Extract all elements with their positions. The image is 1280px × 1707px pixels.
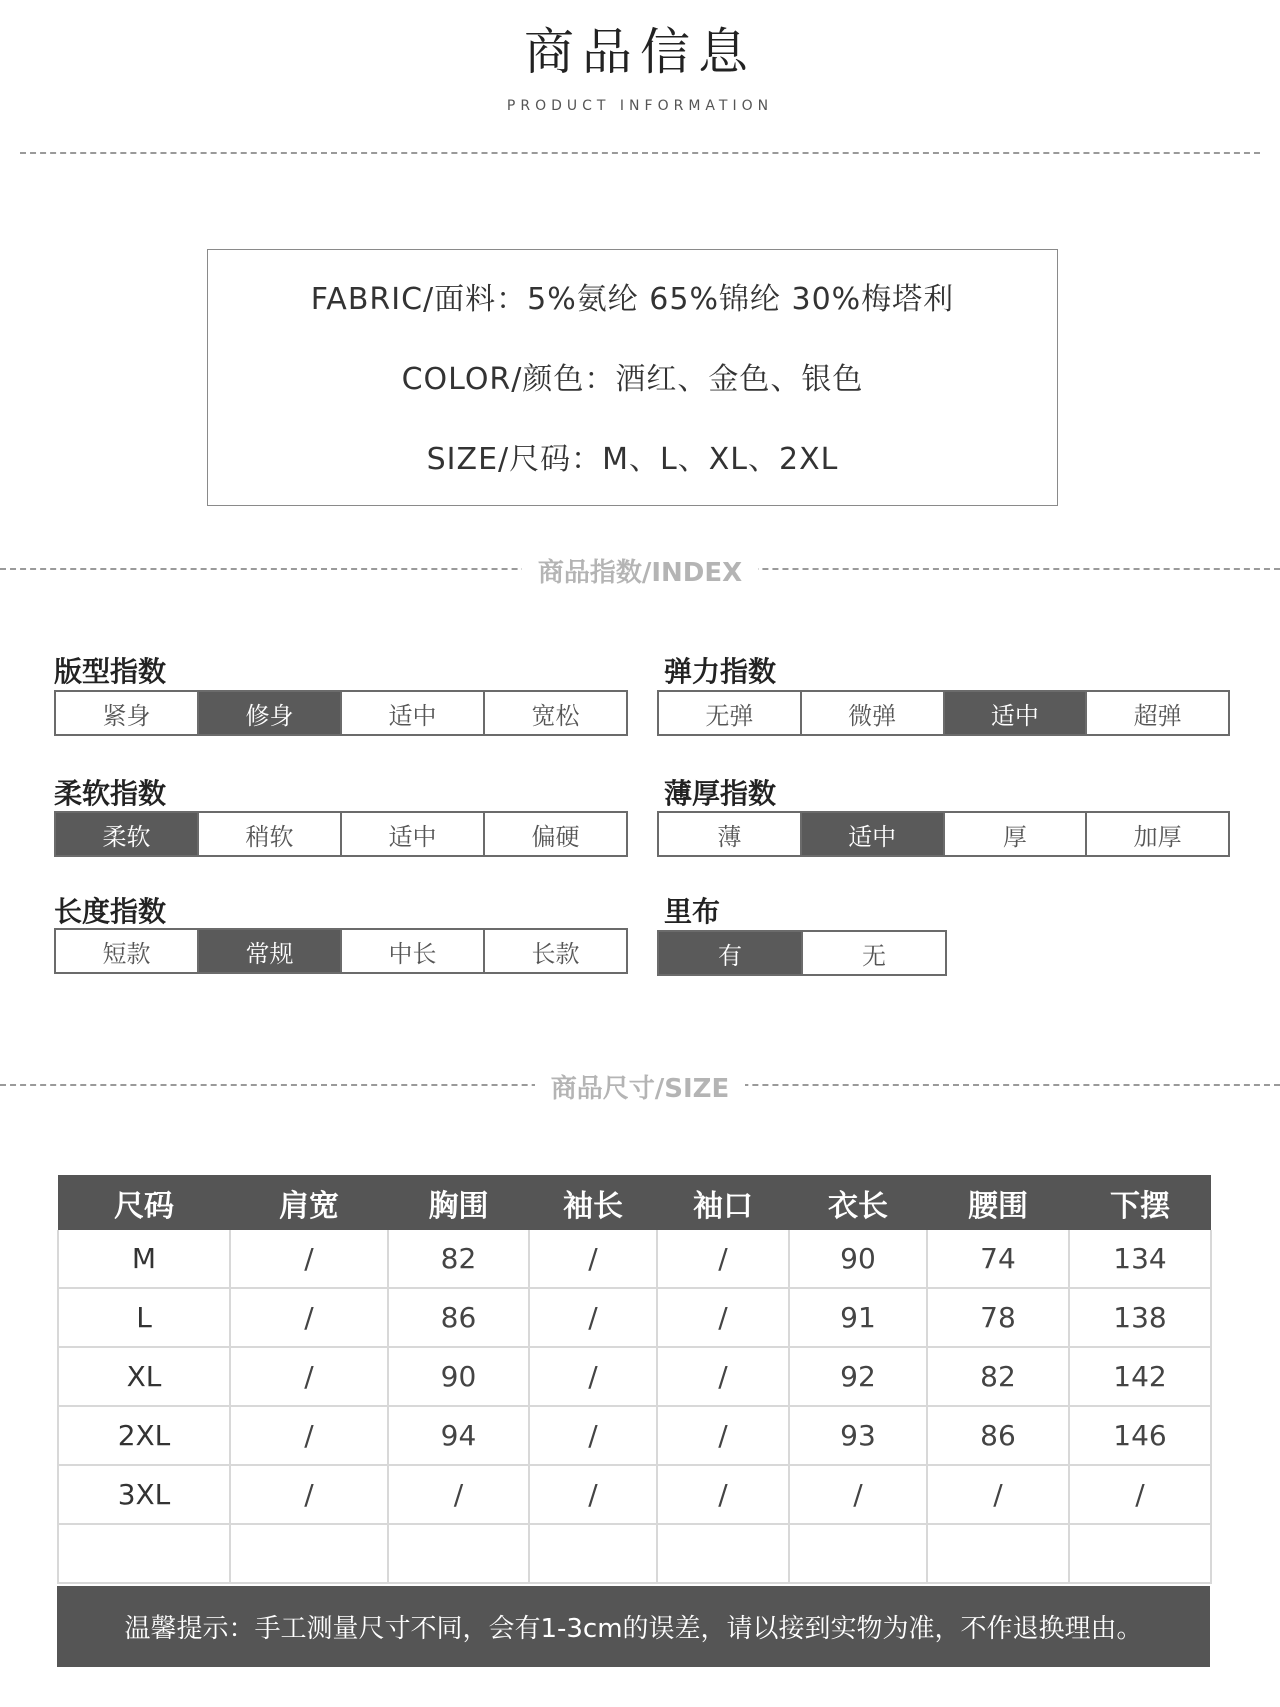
table-cell: 92 [789, 1347, 927, 1406]
size-table-header [58, 1175, 1211, 1230]
size-table-header-cell: 衣长 [789, 1175, 927, 1230]
size-table-header-cell: 尺码 [58, 1175, 230, 1230]
table-cell: 134 [1069, 1230, 1211, 1288]
index-option: 中长 [342, 930, 485, 972]
table-cell: / [657, 1465, 789, 1524]
table-cell: XL [58, 1347, 230, 1406]
table-cell: 91 [789, 1288, 927, 1347]
table-cell: / [388, 1465, 529, 1524]
index-label-softness: 柔软指数 [54, 777, 167, 810]
index-option: 无 [862, 941, 886, 970]
table-cell: / [529, 1347, 657, 1406]
color-line: COLOR/颜色：酒红、金色、银色 [401, 362, 864, 397]
page-title: 商品信息 [524, 23, 756, 81]
table-cell: / [657, 1288, 789, 1347]
index-option: 适中 [342, 813, 485, 855]
table-cell: / [657, 1347, 789, 1406]
table-row [58, 1406, 1211, 1465]
index-option: 紧身 [56, 692, 199, 734]
table-cell: 146 [1069, 1406, 1211, 1465]
index-section-title [0, 552, 1280, 589]
table-cell: 3XL [58, 1465, 230, 1524]
table-cell: M [58, 1230, 230, 1288]
table-cell: / [529, 1406, 657, 1465]
table-cell: 90 [388, 1347, 529, 1406]
index-label-length: 长度指数 [54, 895, 167, 928]
table-row [58, 1347, 1211, 1406]
table-cell: / [529, 1230, 657, 1288]
table-row [58, 1524, 1211, 1583]
index-option: 稍软 [199, 813, 342, 855]
page-subtitle: PRODUCT INFORMATION [506, 98, 774, 114]
index-option: 适中 [802, 813, 945, 855]
table-cell: / [529, 1465, 657, 1524]
table-cell: / [230, 1465, 388, 1524]
index-option: 柔软 [56, 813, 199, 855]
index-scale-lining [657, 930, 947, 976]
table-cell: 86 [927, 1406, 1069, 1465]
header-divider [20, 152, 1260, 154]
table-row [58, 1465, 1211, 1524]
table-cell: / [230, 1347, 388, 1406]
size-table-header-cell: 袖长 [529, 1175, 657, 1230]
table-cell: / [529, 1288, 657, 1347]
index-option: 薄 [659, 813, 802, 855]
fabric-line: FABRIC/面料：5%氨纶 65%锦纶 30%梅塔利 [310, 282, 955, 317]
index-scale-fit [54, 690, 628, 736]
size-line: SIZE/尺码：M、L、XL、2XL [426, 442, 839, 477]
size-table-header-cell: 胸围 [388, 1175, 529, 1230]
index-label-fit: 版型指数 [54, 655, 167, 688]
index-label-elasticity: 弹力指数 [664, 655, 777, 688]
table-cell: / [927, 1465, 1069, 1524]
size-section-title-text: 商品尺寸/SIZE [535, 1074, 746, 1104]
index-option: 超弹 [1133, 701, 1182, 730]
size-table-body [58, 1230, 1211, 1583]
index-label-thickness: 薄厚指数 [664, 777, 777, 810]
table-cell: / [230, 1288, 388, 1347]
size-section-title [0, 1068, 1280, 1105]
index-option: 无弹 [659, 692, 802, 734]
size-table-header-cell: 袖口 [657, 1175, 789, 1230]
index-option: 厚 [945, 813, 1088, 855]
size-table-header-cell: 下摆 [1069, 1175, 1211, 1230]
table-cell [529, 1524, 657, 1583]
table-cell [927, 1524, 1069, 1583]
table-cell: 78 [927, 1288, 1069, 1347]
table-cell: 82 [388, 1230, 529, 1288]
index-option: 短款 [56, 930, 199, 972]
size-table-header-cell: 腰围 [927, 1175, 1069, 1230]
table-cell: L [58, 1288, 230, 1347]
size-table [57, 1175, 1212, 1584]
table-cell: / [789, 1465, 927, 1524]
table-cell: 138 [1069, 1288, 1211, 1347]
index-scale-thickness [657, 811, 1230, 857]
table-cell [657, 1524, 789, 1583]
index-option: 修身 [199, 692, 342, 734]
table-cell: / [657, 1406, 789, 1465]
info-box [207, 249, 1058, 506]
index-label-lining: 里布 [664, 895, 721, 928]
index-option: 有 [659, 932, 803, 974]
table-cell: / [230, 1406, 388, 1465]
table-cell [388, 1524, 529, 1583]
table-cell: 74 [927, 1230, 1069, 1288]
table-row [58, 1230, 1211, 1288]
table-cell [230, 1524, 388, 1583]
table-cell: / [230, 1230, 388, 1288]
table-cell: 2XL [58, 1406, 230, 1465]
table-cell: 86 [388, 1288, 529, 1347]
index-scale-softness [54, 811, 628, 857]
table-cell: / [1069, 1465, 1211, 1524]
index-option: 微弹 [802, 692, 945, 734]
index-option: 适中 [342, 692, 485, 734]
index-option: 宽松 [531, 701, 580, 730]
table-cell: / [657, 1230, 789, 1288]
table-cell: 94 [388, 1406, 529, 1465]
index-option: 适中 [945, 692, 1088, 734]
table-cell: 93 [789, 1406, 927, 1465]
index-scale-length [54, 928, 628, 974]
table-cell [1069, 1524, 1211, 1583]
table-cell [789, 1524, 927, 1583]
table-cell: 90 [789, 1230, 927, 1288]
index-option: 常规 [199, 930, 342, 972]
index-section-title-text: 商品指数/INDEX [522, 558, 758, 588]
table-cell: 142 [1069, 1347, 1211, 1406]
index-option: 长款 [531, 939, 580, 968]
index-option: 加厚 [1133, 822, 1182, 851]
index-scale-elasticity [657, 690, 1230, 736]
table-cell [58, 1524, 230, 1583]
size-table-header-cell: 肩宽 [230, 1175, 388, 1230]
table-row [58, 1288, 1211, 1347]
measurement-tip: 温馨提示：手工测量尺寸不同，会有1-3cm的误差，请以接到实物为准，不作退换理由。 [57, 1586, 1210, 1667]
index-option: 偏硬 [531, 822, 580, 851]
table-cell: 82 [927, 1347, 1069, 1406]
